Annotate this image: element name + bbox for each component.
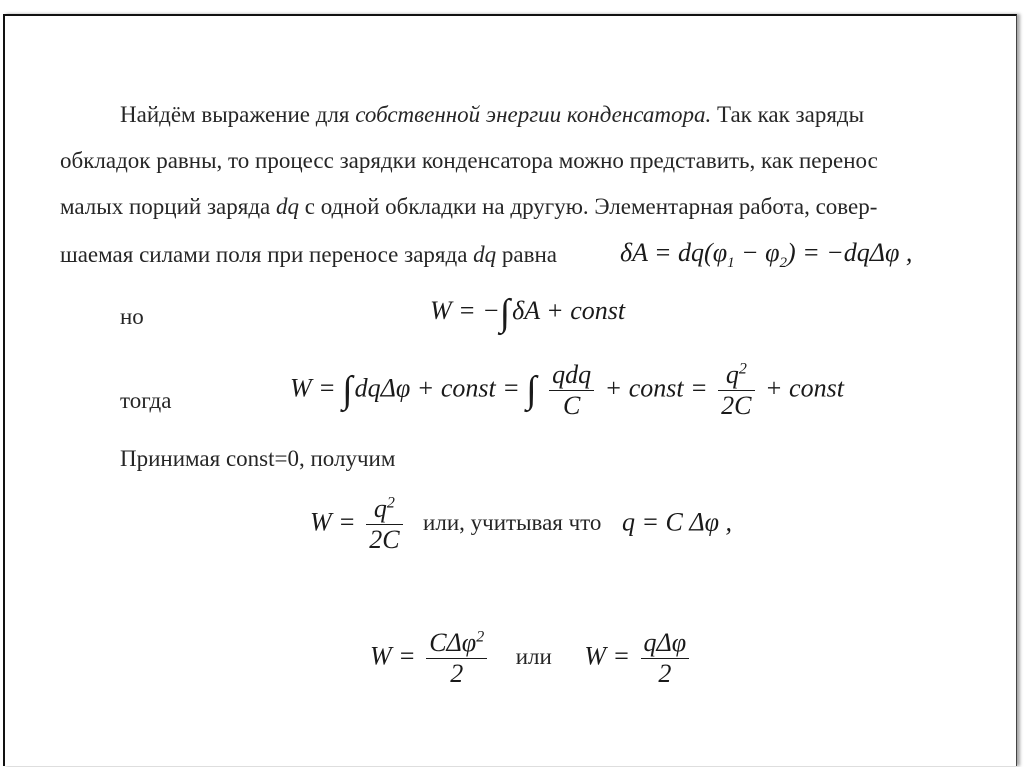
equation-energy-derivation: W = ∫dqΔφ + const = ∫ $\frac{\text{qdq}}{C}$ + const = $\frac{q^2}{2C}$ + const xyxy=(290,360,844,420)
fraction-qdq-over-c: $\frac{\text{qdq}}{C}$ xyxy=(549,360,594,421)
paragraph-line-1: Найдём выражение для собственной энергии конденсатора. Так как заряды xyxy=(120,102,865,127)
label-togda: тогда xyxy=(120,388,172,413)
equation-energy-alternatives: W = $\frac{C\Delta\varphi^2}{2}$ или W = $\frac{\text{qΔφ}}{2}$ xyxy=(370,628,693,689)
text-accept-const: Принимая const=0, получим xyxy=(120,446,396,471)
emphasis-self-energy: собственной энергии конденсатора. xyxy=(355,102,712,127)
paragraph-line-2: обкладок равны, то процесс зарядки конденсатора можно представить, как перенос xyxy=(60,148,878,173)
paragraph-line-3: малых порций заряда dq с одной обкладки на другую. Элементарная работа, совер- xyxy=(60,194,878,219)
paragraph-line-4: шаемая силами поля при переносе заряда dq равна xyxy=(60,242,557,267)
fraction-q2-over-2c-result: $\frac{q^2}{2C}$ xyxy=(366,494,402,555)
equation-energy-result: W = $\frac{q^2}{2C}$ или, учитывая что q = C Δφ , xyxy=(310,494,732,554)
fraction-c-dphi2-over-2: $\frac{C\Delta\varphi^2}{2}$ xyxy=(426,628,487,689)
text-ili: или xyxy=(515,644,552,670)
equation-work-element: $\delta A = dq(\varphi_1 - \varphi_2) = -dq\Delta\varphi$ , xyxy=(620,238,913,272)
slide xyxy=(3,14,1017,766)
fraction-q-dphi-over-2: $\frac{\text{qΔφ}}{2}$ xyxy=(641,628,690,689)
equation-energy-integral: W = −∫δA + const xyxy=(430,292,626,334)
label-no: но xyxy=(120,304,144,329)
text-or-considering: или, учитывая что xyxy=(423,510,602,536)
fraction-q2-over-2c: $\frac{q^2}{2C}$ xyxy=(718,360,754,421)
